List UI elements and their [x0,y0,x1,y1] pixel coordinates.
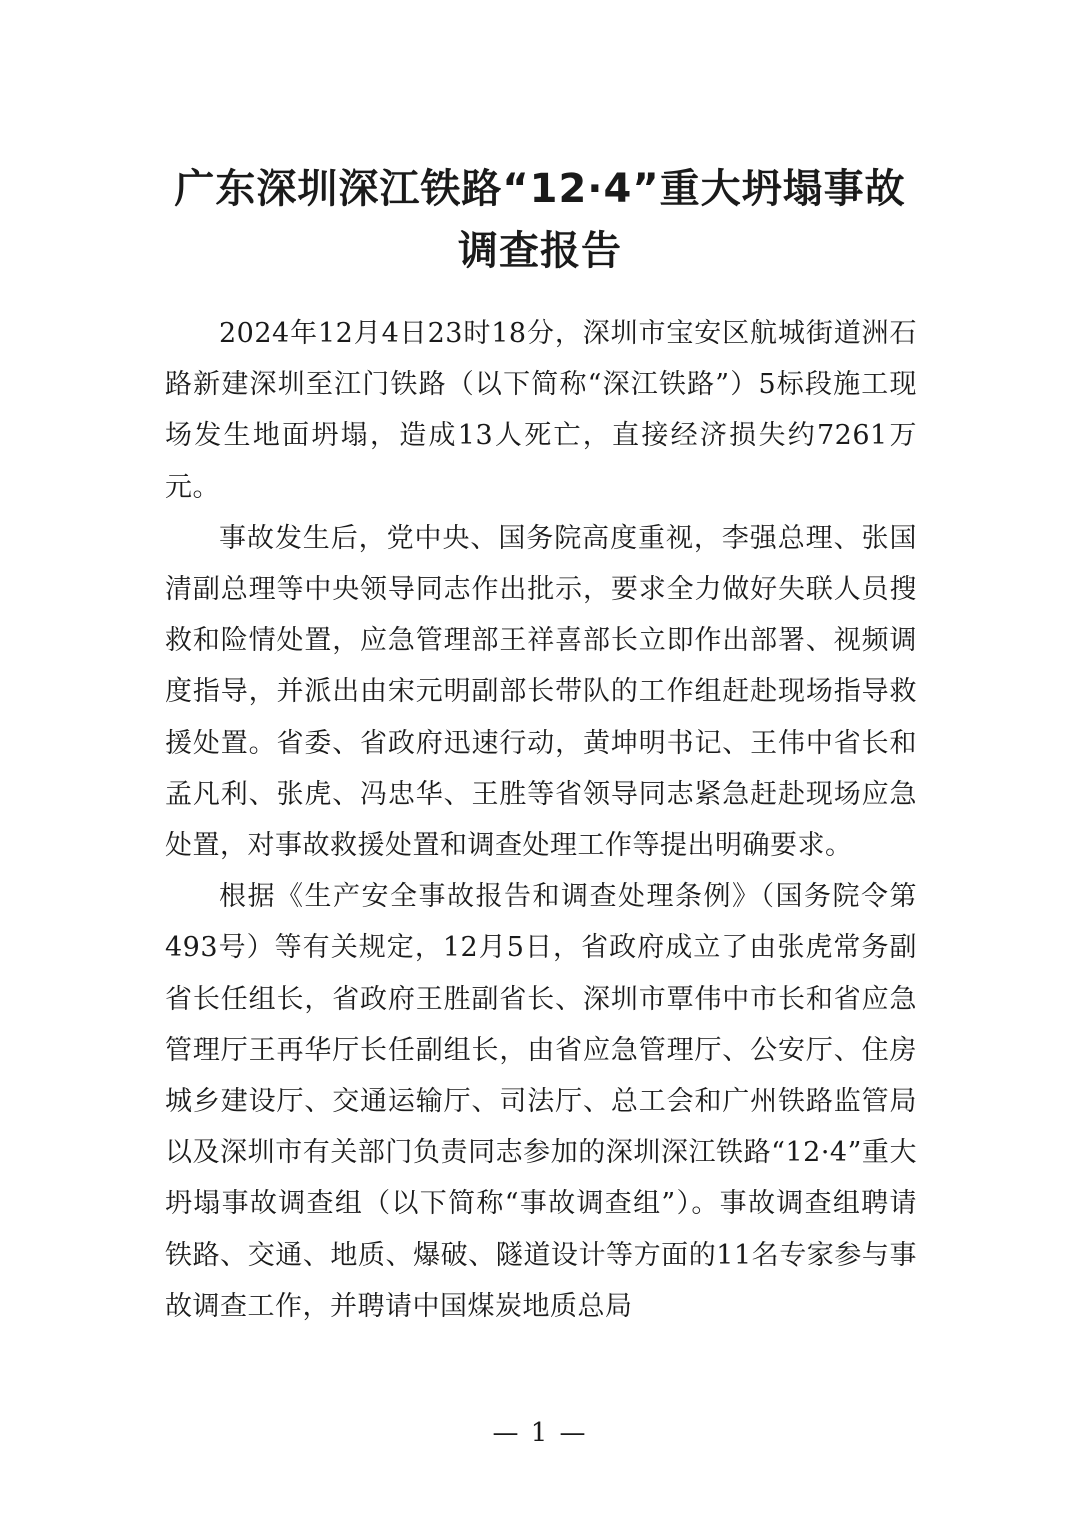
report-title-line-2: 调查报告 [458,227,622,274]
report-title-line-1: 广东深圳深江铁路“12·4”重大坍塌事故 [174,165,906,212]
page-number: — 1 — [492,1418,588,1448]
paragraph-emergency-response: 事故发生后，党中央、国务院高度重视，李强总理、张国清副总理等中央领导同志作出批示，要求全力做好失联人员搜救和险情处置，应急管理部王祥喜部长立即作出部署、视频调度指导，并派出由宋元明副部长带队的工作组赶赴现场指导救援处置。省委、省政府迅速行动，黄坤明书记、王伟中省长和孟凡利、张虎、冯忠华、王胜等省领导同志紧急赶赴现场应急处置，对事故救援处置和调查处理工作等提出明确要求。 [165,522,917,862]
paragraph-investigation-team: 根据《生产安全事故报告和调查处理条例》（国务院令第493号）等有关规定，12月5日，省政府成立了由张虎常务副省长任组长，省政府王胜副省长、深圳市覃伟中市长和省应急管理厅王再华厅长任副组长，由省应急管理厅、公安厅、住房城乡建设厅、交通运输厅、司法厅、总工会和广州铁路监管局以及深圳市有关部门负责同志参加的深圳深江铁路“12·4”重大坍塌事故调查组（以下简称“事故调查组”）。事故调查组聘请铁路、交通、地质、爆破、隧道设计等方面的11名专家参与事故调查工作，并聘请中国煤炭地质总局 [165,881,917,1322]
paragraph-incident-summary: 2024年12月4日23时18分，深圳市宝安区航城街道洲石路新建深圳至江门铁路（以下简称“深江铁路”）5标段施工现场发生地面坍塌，造成13人死亡，直接经济损失约7261万元。 [165,318,917,503]
report-body [165,308,917,1332]
